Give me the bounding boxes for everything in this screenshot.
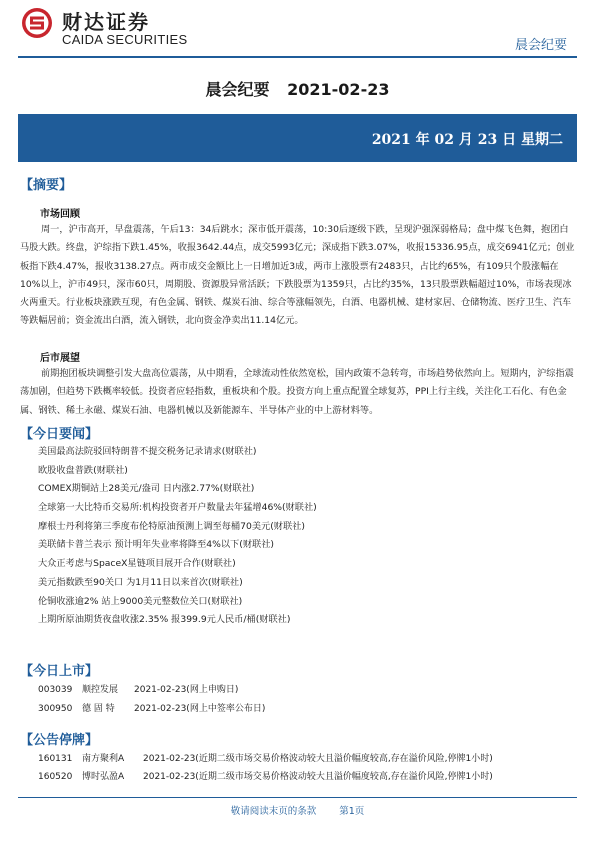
date-banner [18, 114, 577, 162]
news-list [38, 443, 317, 630]
news-item: 全球第一大比特币交易所:机构投资者开户数量去年猛增46%(财联社) [38, 502, 317, 514]
listing-info: 2021-02-23(网上申购日) [134, 685, 239, 695]
fund-code: 160131 [38, 754, 73, 764]
news-item: 大众正考虑与SpaceX星链项目展开合作(财联社) [38, 558, 236, 570]
suspension-row [38, 752, 493, 767]
caida-logo-icon [21, 7, 53, 39]
footer-page-number: 第1页 [339, 806, 365, 817]
news-item: 伦铜收涨逾2% 站上9000美元整数位关口(财联社) [38, 595, 243, 607]
fund-name: 南方聚利A [82, 754, 125, 764]
report-type-label: 晨会纪要 [514, 38, 567, 53]
stock-code: 300950 [38, 704, 73, 714]
summary-heading: 【摘要】 [20, 178, 73, 193]
stock-code: 003039 [38, 685, 73, 695]
title-date: 2021-02-23 [287, 80, 390, 99]
news-item: 美元指数跌至90关口 为1月11日以来首次(财联社) [38, 576, 243, 588]
listing-info: 2021-02-23(网上中签率公布日) [134, 704, 266, 714]
market-review-title: 市场回顾 [40, 209, 80, 220]
news-item: 美联储卡普兰表示 预计明年失业率将降至4%以下(财联社) [38, 539, 274, 551]
suspension-heading: 【公告停牌】 [20, 733, 99, 748]
news-item: 摩根士丹利将第三季度布伦特原油预测上调至每桶70美元(财联社) [38, 520, 305, 532]
page-footer [0, 803, 595, 817]
news-heading: 【今日要闻】 [20, 427, 99, 442]
brand-name-en: CAIDA SECURITIES [62, 32, 188, 47]
suspension-info: 2021-02-23(近期二级市场交易价格波动较大且溢价幅度较高,存在溢价风险,停牌1小时) [143, 772, 493, 782]
listing-heading: 【今日上市】 [20, 664, 99, 679]
suspension-row [38, 770, 493, 785]
listing-row [38, 683, 238, 698]
title-name: 晨会纪要 [205, 80, 270, 99]
brand-name-cn: 财达证券 [62, 10, 150, 34]
date-banner-text: 2021 年 02 月 23 日 星期二 [371, 132, 563, 148]
listing-row [38, 702, 265, 717]
news-item: 上期所原油期货夜盘收涨2.35% 报399.9元人民币/桶(财联社) [38, 614, 291, 626]
outlook-title: 后市展望 [40, 353, 80, 364]
outlook-text: 前期抱团板块调整引发大盘高位震荡，从中期看，全球流动性依然宽松，国内政策不急转弯，市场趋势依然向上。短期内，沪综指震荡加剧，但趋势下跌概率较低。投资者应轻指数，重板块和个股。投资方向上重点配置全球复苏，PPI上行主线，关注化工石化、有色金属、钢铁、稀土永磁、煤炭石油、电器机械以及新能源车、半导体产业的中上游材料等。 [20, 368, 574, 416]
suspension-info: 2021-02-23(近期二级市场交易价格波动较大且溢价幅度较高,存在溢价风险,停牌1小时) [143, 754, 493, 764]
stock-name: 顺控发展 [82, 685, 119, 695]
news-item: 欧股收盘普跌(财联社) [38, 464, 128, 476]
header-divider [18, 56, 577, 58]
market-review-text: 周一，沪市高开，早盘震荡，午后13：34后跳水；深市低开震荡，10:30后逐级下跌，呈现沪强深弱格局；盘中煤飞色舞，抱团白马股大跌。终盘，沪综指下跌1.45%，收报3642.44点，成交5993亿元；深成指下跌3.07%，收报15336.95点，成交6941亿元；创业板指下跌4.47%，报收3138.27点。两市成交金额比上一日增加近3成，两市上涨股票有2483只，占比约65%，有109只个股涨幅在10%以上，沪市49只，深市60只，周期股、资源股异常活跃；下跌股票为1359只，占比约35%，13只股票跌幅超过10%，市场表现冰火两重天。行业板块涨跌互现，有色金属、钢铁、煤炭石油、综合等涨幅领先，白酒、电器机械、建材家居、仓储物流、医疗卫生、汽车等跌幅居前；资金流出白酒，流入钢铁，北向资金净卖出11.14亿元。 [20, 224, 575, 327]
footer-divider [18, 797, 577, 798]
news-item: 美国最高法院驳回特朗普不提交税务记录请求(财联社) [38, 446, 257, 457]
fund-name: 博时弘盈A [82, 772, 125, 782]
footer-disclaimer: 敬请阅读末页的条款 [230, 806, 317, 817]
stock-name: 德 固 特 [82, 704, 115, 714]
news-item: COMEX期铜站上28美元/盎司 日内涨2.77%(财联社) [38, 483, 255, 495]
fund-code: 160520 [38, 772, 73, 782]
document-title [0, 77, 595, 100]
